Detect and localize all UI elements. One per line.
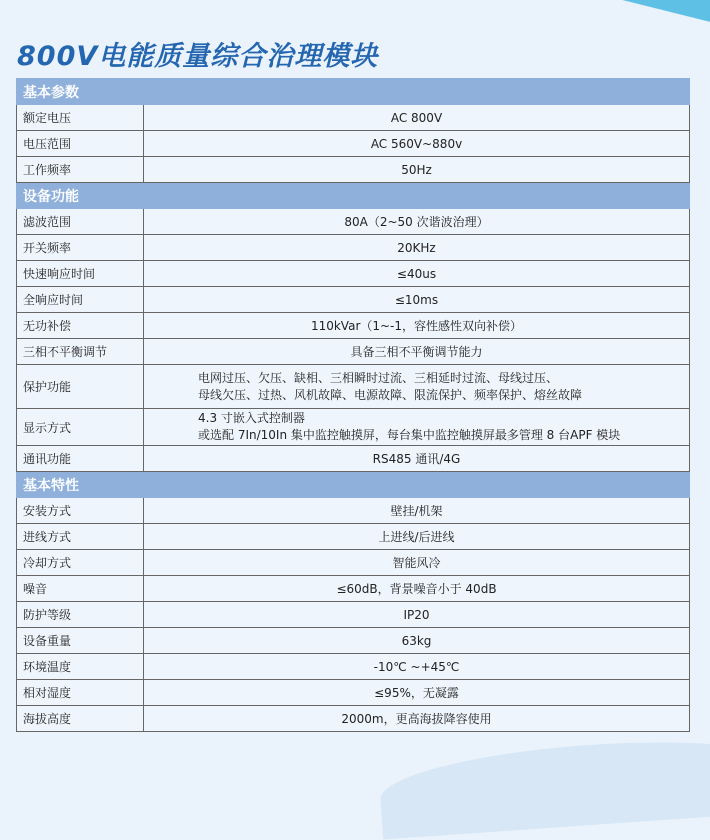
- decorative-wave: [378, 730, 710, 839]
- section-title: 基本参数: [17, 79, 690, 105]
- row-value: 智能风冷: [144, 550, 690, 576]
- row-value: [144, 409, 690, 446]
- table-row: [17, 576, 690, 602]
- page-title: 800V电能质量综合治理模块: [17, 41, 379, 72]
- row-label: 海拔高度: [17, 706, 144, 732]
- value-line: 电网过压、欠压、缺相、三相瞬时过流、三相延时过流、母线过压、: [198, 370, 559, 385]
- row-label: 无功补偿: [17, 313, 144, 339]
- row-label: 进线方式: [17, 524, 144, 550]
- row-label: 额定电压: [17, 105, 144, 131]
- row-label: 相对湿度: [17, 680, 144, 706]
- table-row: [17, 313, 690, 339]
- row-label: 显示方式: [17, 409, 144, 446]
- table-row: [17, 157, 690, 183]
- row-value: 上进线/后进线: [144, 524, 690, 550]
- row-value: ≤60dB，背景噪音小于 40dB: [144, 576, 690, 602]
- row-value: ≤40us: [144, 261, 690, 287]
- table-row: [17, 235, 690, 261]
- value-line: 4.3 寸嵌入式控制器: [198, 411, 305, 425]
- table-row: [17, 365, 690, 409]
- table-row: [17, 287, 690, 313]
- row-label: 通讯功能: [17, 446, 144, 472]
- row-label: 防护等级: [17, 602, 144, 628]
- row-value: RS485 通讯/4G: [144, 446, 690, 472]
- row-label: 噪音: [17, 576, 144, 602]
- table-row: [17, 706, 690, 732]
- row-label: 三相不平衡调节: [17, 339, 144, 365]
- section-title: 基本特性: [17, 472, 690, 498]
- table-row: [17, 261, 690, 287]
- value-line: 或选配 7In/10In 集中监控触摸屏，每台集中监控触摸屏最多管理 8 台APF 模块: [198, 428, 621, 442]
- row-value: AC 800V: [144, 105, 690, 131]
- table-row: [17, 105, 690, 131]
- row-label: 环境温度: [17, 654, 144, 680]
- section-title: 设备功能: [17, 183, 690, 209]
- row-label: 开关频率: [17, 235, 144, 261]
- row-value: 具备三相不平衡调节能力: [144, 339, 690, 365]
- row-label: 安装方式: [17, 498, 144, 524]
- row-label: 电压范围: [17, 131, 144, 157]
- row-value: 63kg: [144, 628, 690, 654]
- table-row: [17, 409, 690, 446]
- table-row: [17, 498, 690, 524]
- row-value: 110kVar（1~-1，容性感性双向补偿）: [144, 313, 690, 339]
- section-header: [17, 472, 690, 498]
- row-label: 滤波范围: [17, 209, 144, 235]
- row-value: 2000m，更高海拔降容使用: [144, 706, 690, 732]
- table-row: [17, 654, 690, 680]
- row-value: AC 560V~880v: [144, 131, 690, 157]
- decorative-shape: [522, 0, 710, 28]
- section-header: [17, 79, 690, 105]
- row-value: 20KHz: [144, 235, 690, 261]
- row-label: 冷却方式: [17, 550, 144, 576]
- table-row: [17, 550, 690, 576]
- table-row: [17, 209, 690, 235]
- table-row: [17, 446, 690, 472]
- table-row: [17, 680, 690, 706]
- row-label: 保护功能: [17, 365, 144, 409]
- spec-table: [16, 78, 690, 732]
- row-value: 80A（2~50 次谐波治理）: [144, 209, 690, 235]
- row-value: ≤95%，无凝露: [144, 680, 690, 706]
- row-value: -10℃ ~+45℃: [144, 654, 690, 680]
- row-label: 快速响应时间: [17, 261, 144, 287]
- table-row: [17, 602, 690, 628]
- row-value: ≤10ms: [144, 287, 690, 313]
- table-row: [17, 628, 690, 654]
- table-row: [17, 131, 690, 157]
- section-header: [17, 183, 690, 209]
- row-value: [144, 365, 690, 409]
- row-label: 工作频率: [17, 157, 144, 183]
- row-label: 全响应时间: [17, 287, 144, 313]
- table-row: [17, 524, 690, 550]
- row-label: 设备重量: [17, 628, 144, 654]
- row-value: IP20: [144, 602, 690, 628]
- row-value: 50Hz: [144, 157, 690, 183]
- row-value: 壁挂/机架: [144, 498, 690, 524]
- table-row: [17, 339, 690, 365]
- value-line: 母线欠压、过热、风机故障、电源故障、限流保护、频率保护、熔丝故障: [198, 387, 583, 402]
